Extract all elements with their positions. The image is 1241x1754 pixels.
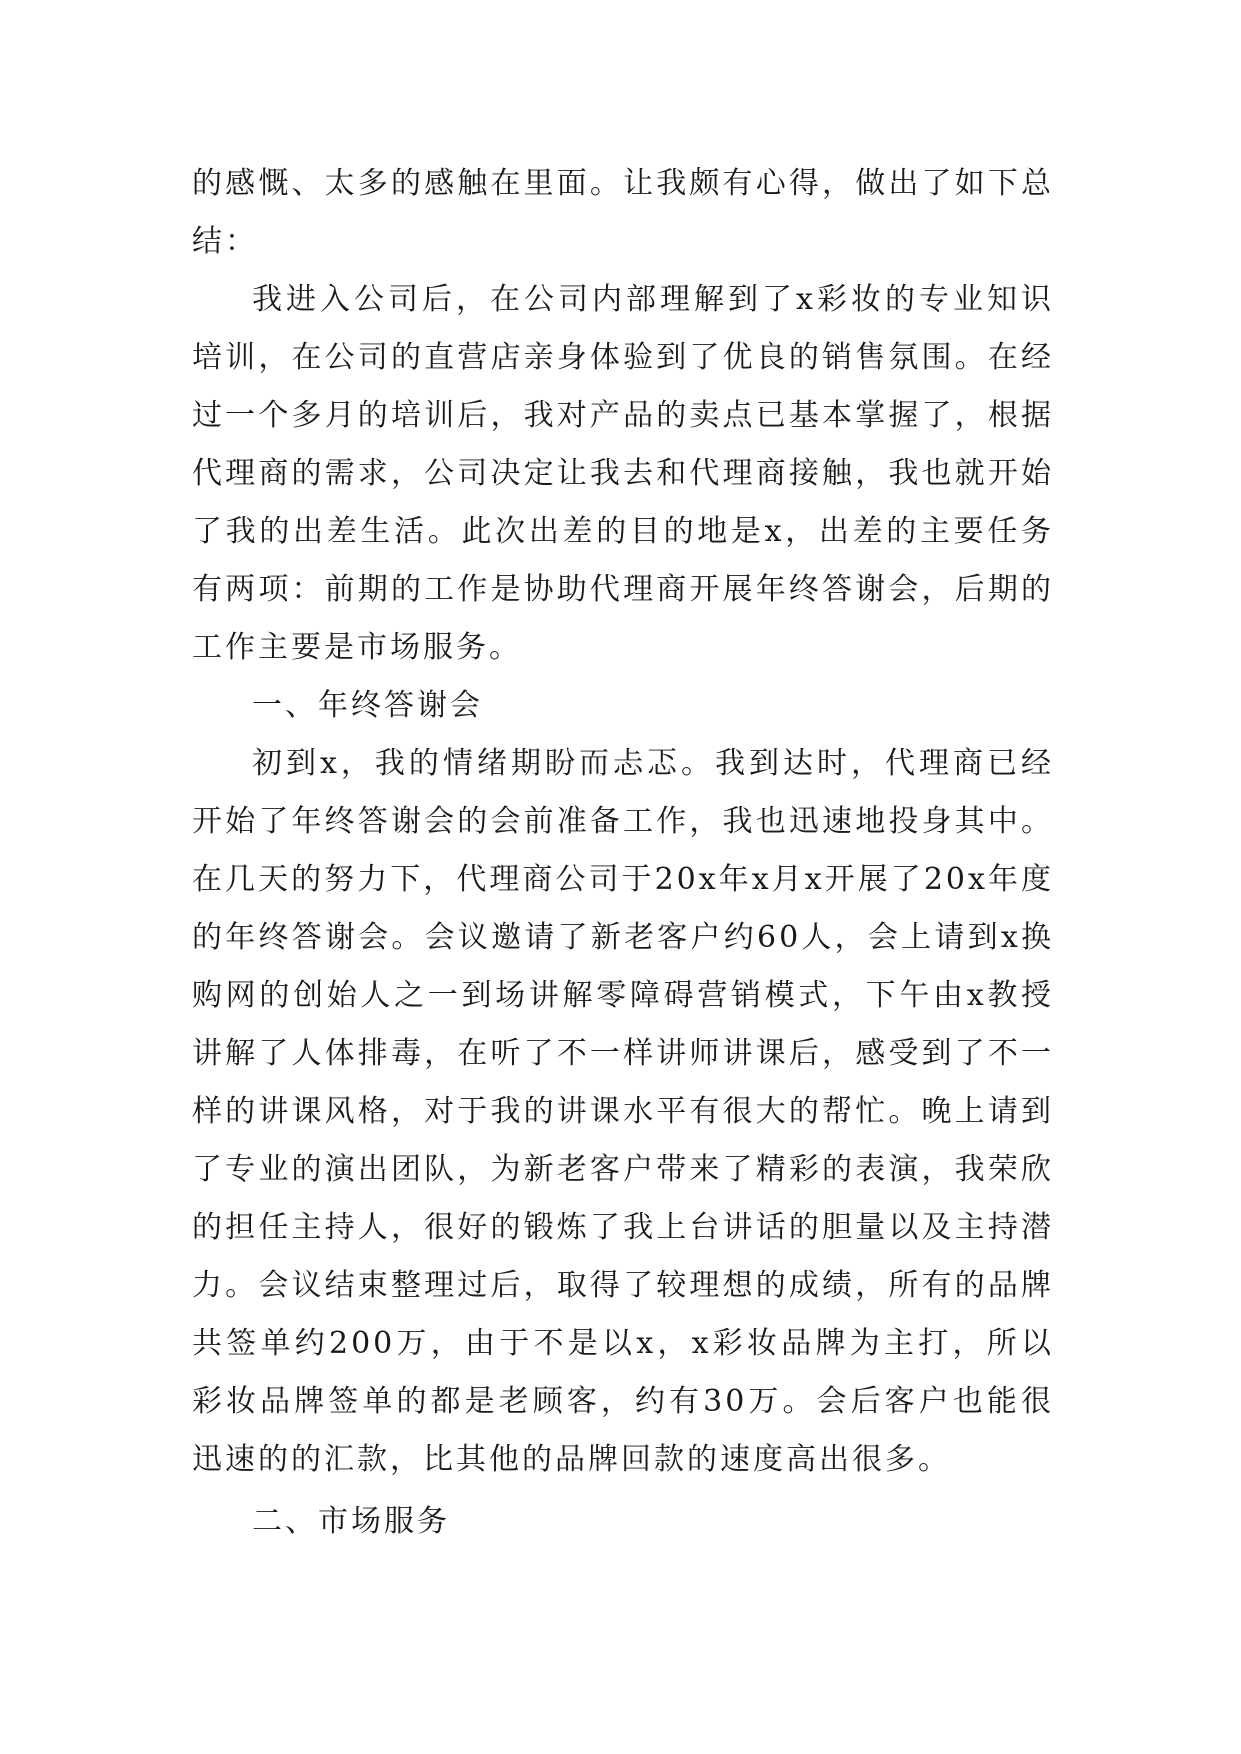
paragraph-intro: 我进入公司后，在公司内部理解到了x彩妆的专业知识培训，在公司的直营店亲身体验到了优良的销售氛围。在经过一个多月的培训后，我对产品的卖点已基本掌握了，根据代理商的需求，公司决定让我去和代理商接触，我也就开始了我的出差生活。此次出差的目的地是x，出差的主要任务有两项：前期的工作是协助代理商开展年终答谢会，后期的工作主要是市场服务。 (192, 282, 1054, 665)
section-heading-1: 一、年终答谢会 (252, 688, 483, 723)
paragraph-continuation: 的感慨、太多的感触在里面。让我颇有心得，做出了如下总结： (192, 166, 1054, 259)
paragraph-section-1: 初到x，我的情绪期盼而忐忑。我到达时，代理商已经开始了年终答谢会的会前准备工作，我也迅速地投身其中。在几天的努力下，代理商公司于20x年x月x开展了20x年度的年终答谢会。会议邀请了新老客户约60人，会上请到x换购网的创始人之一到场讲解零障碍营销模式，下午由x教授讲解了人体排毒，在听了不一样讲师讲课后，感受到了不一样的讲课风格，对于我的讲课水平有很大的帮忙。晚上请到了专业的演出团队，为新老客户带来了精彩的表演，我荣欣的担任主持人，很好的锻炼了我上台讲话的胆量以及主持潜力。会议结束整理过后，取得了较理想的成绩，所有的品牌共签单约200万，由于不是以x，x彩妆品牌为主打，所以彩妆品牌签单的都是老顾客，约有30万。会后客户也能很迅速的的汇款，比其他的品牌回款的速度高出很多。 (192, 746, 1054, 1477)
section-heading-2: 二、市场服务 (252, 1504, 450, 1539)
document-body (192, 155, 1054, 1551)
